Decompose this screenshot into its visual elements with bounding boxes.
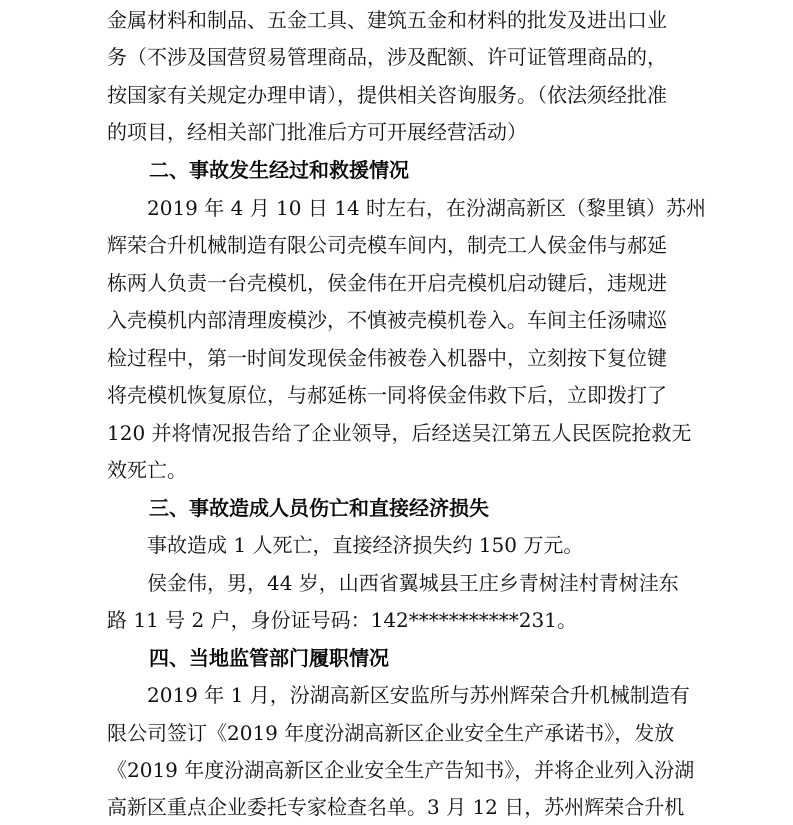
body-text-line: 务（不涉及国营贸易管理商品，涉及配额、许可证管理商品的， bbox=[107, 45, 667, 69]
body-text-line: 入壳模机内部清理废模沙，不慎被壳模机卷入。车间主任汤啸巡 bbox=[107, 308, 667, 332]
section-heading: 三、事故造成人员伤亡和直接经济损失 bbox=[149, 496, 489, 520]
body-text-line: 路 11 号 2 户，身份证号码：142***********231。 bbox=[107, 608, 577, 632]
body-text-line: 效死亡。 bbox=[107, 458, 187, 482]
body-text-line: 将壳模机恢复原位，与郝延栋一同将侯金伟救下后，立即拨打了 bbox=[107, 383, 667, 407]
body-text-line: 检过程中，第一时间发现侯金伟被卷入机器中，立刻按下复位键 bbox=[107, 346, 667, 370]
body-text-line: 高新区重点企业委托专家检查名单。3 月 12 日，苏州辉荣合升机 bbox=[107, 795, 685, 819]
paragraph-first-line: 侯金伟，男，44 岁，山西省翼城县王庄乡青树洼村青树洼东 bbox=[147, 571, 679, 595]
body-text-line: 限公司签订《2019 年度汾湖高新区企业安全生产承诺书》，发放 bbox=[107, 721, 675, 745]
body-text-line: 《2019 年度汾湖高新区企业安全生产告知书》，并将企业列入汾湖 bbox=[107, 758, 695, 782]
body-text-line: 栋两人负责一台壳模机，侯金伟在开启壳模机启动键后，违规进 bbox=[107, 271, 667, 295]
paragraph-first-line: 2019 年 4 月 10 日 14 时左右，在汾湖高新区（黎里镇）苏州 bbox=[147, 196, 707, 220]
body-text-line: 120 并将情况报告给了企业领导，后经送吴江第五人民医院抢救无 bbox=[107, 421, 692, 445]
section-heading: 四、当地监管部门履职情况 bbox=[149, 646, 389, 670]
paragraph-first-line: 2019 年 1 月，汾湖高新区安监所与苏州辉荣合升机械制造有 bbox=[147, 683, 690, 707]
body-text-line: 金属材料和制品、五金工具、建筑五金和材料的批发及进出口业 bbox=[107, 8, 667, 32]
body-text-line: 辉荣合升机械制造有限公司壳模车间内，制壳工人侯金伟与郝延 bbox=[107, 233, 667, 257]
paragraph-first-line: 事故造成 1 人死亡，直接经济损失约 150 万元。 bbox=[147, 533, 584, 557]
section-heading: 二、事故发生经过和救援情况 bbox=[149, 158, 409, 182]
body-text-line: 的项目，经相关部门批准后方可开展经营活动） bbox=[107, 120, 527, 144]
body-text-line: 按国家有关规定办理申请），提供相关咨询服务。（依法须经批准 bbox=[107, 83, 667, 107]
